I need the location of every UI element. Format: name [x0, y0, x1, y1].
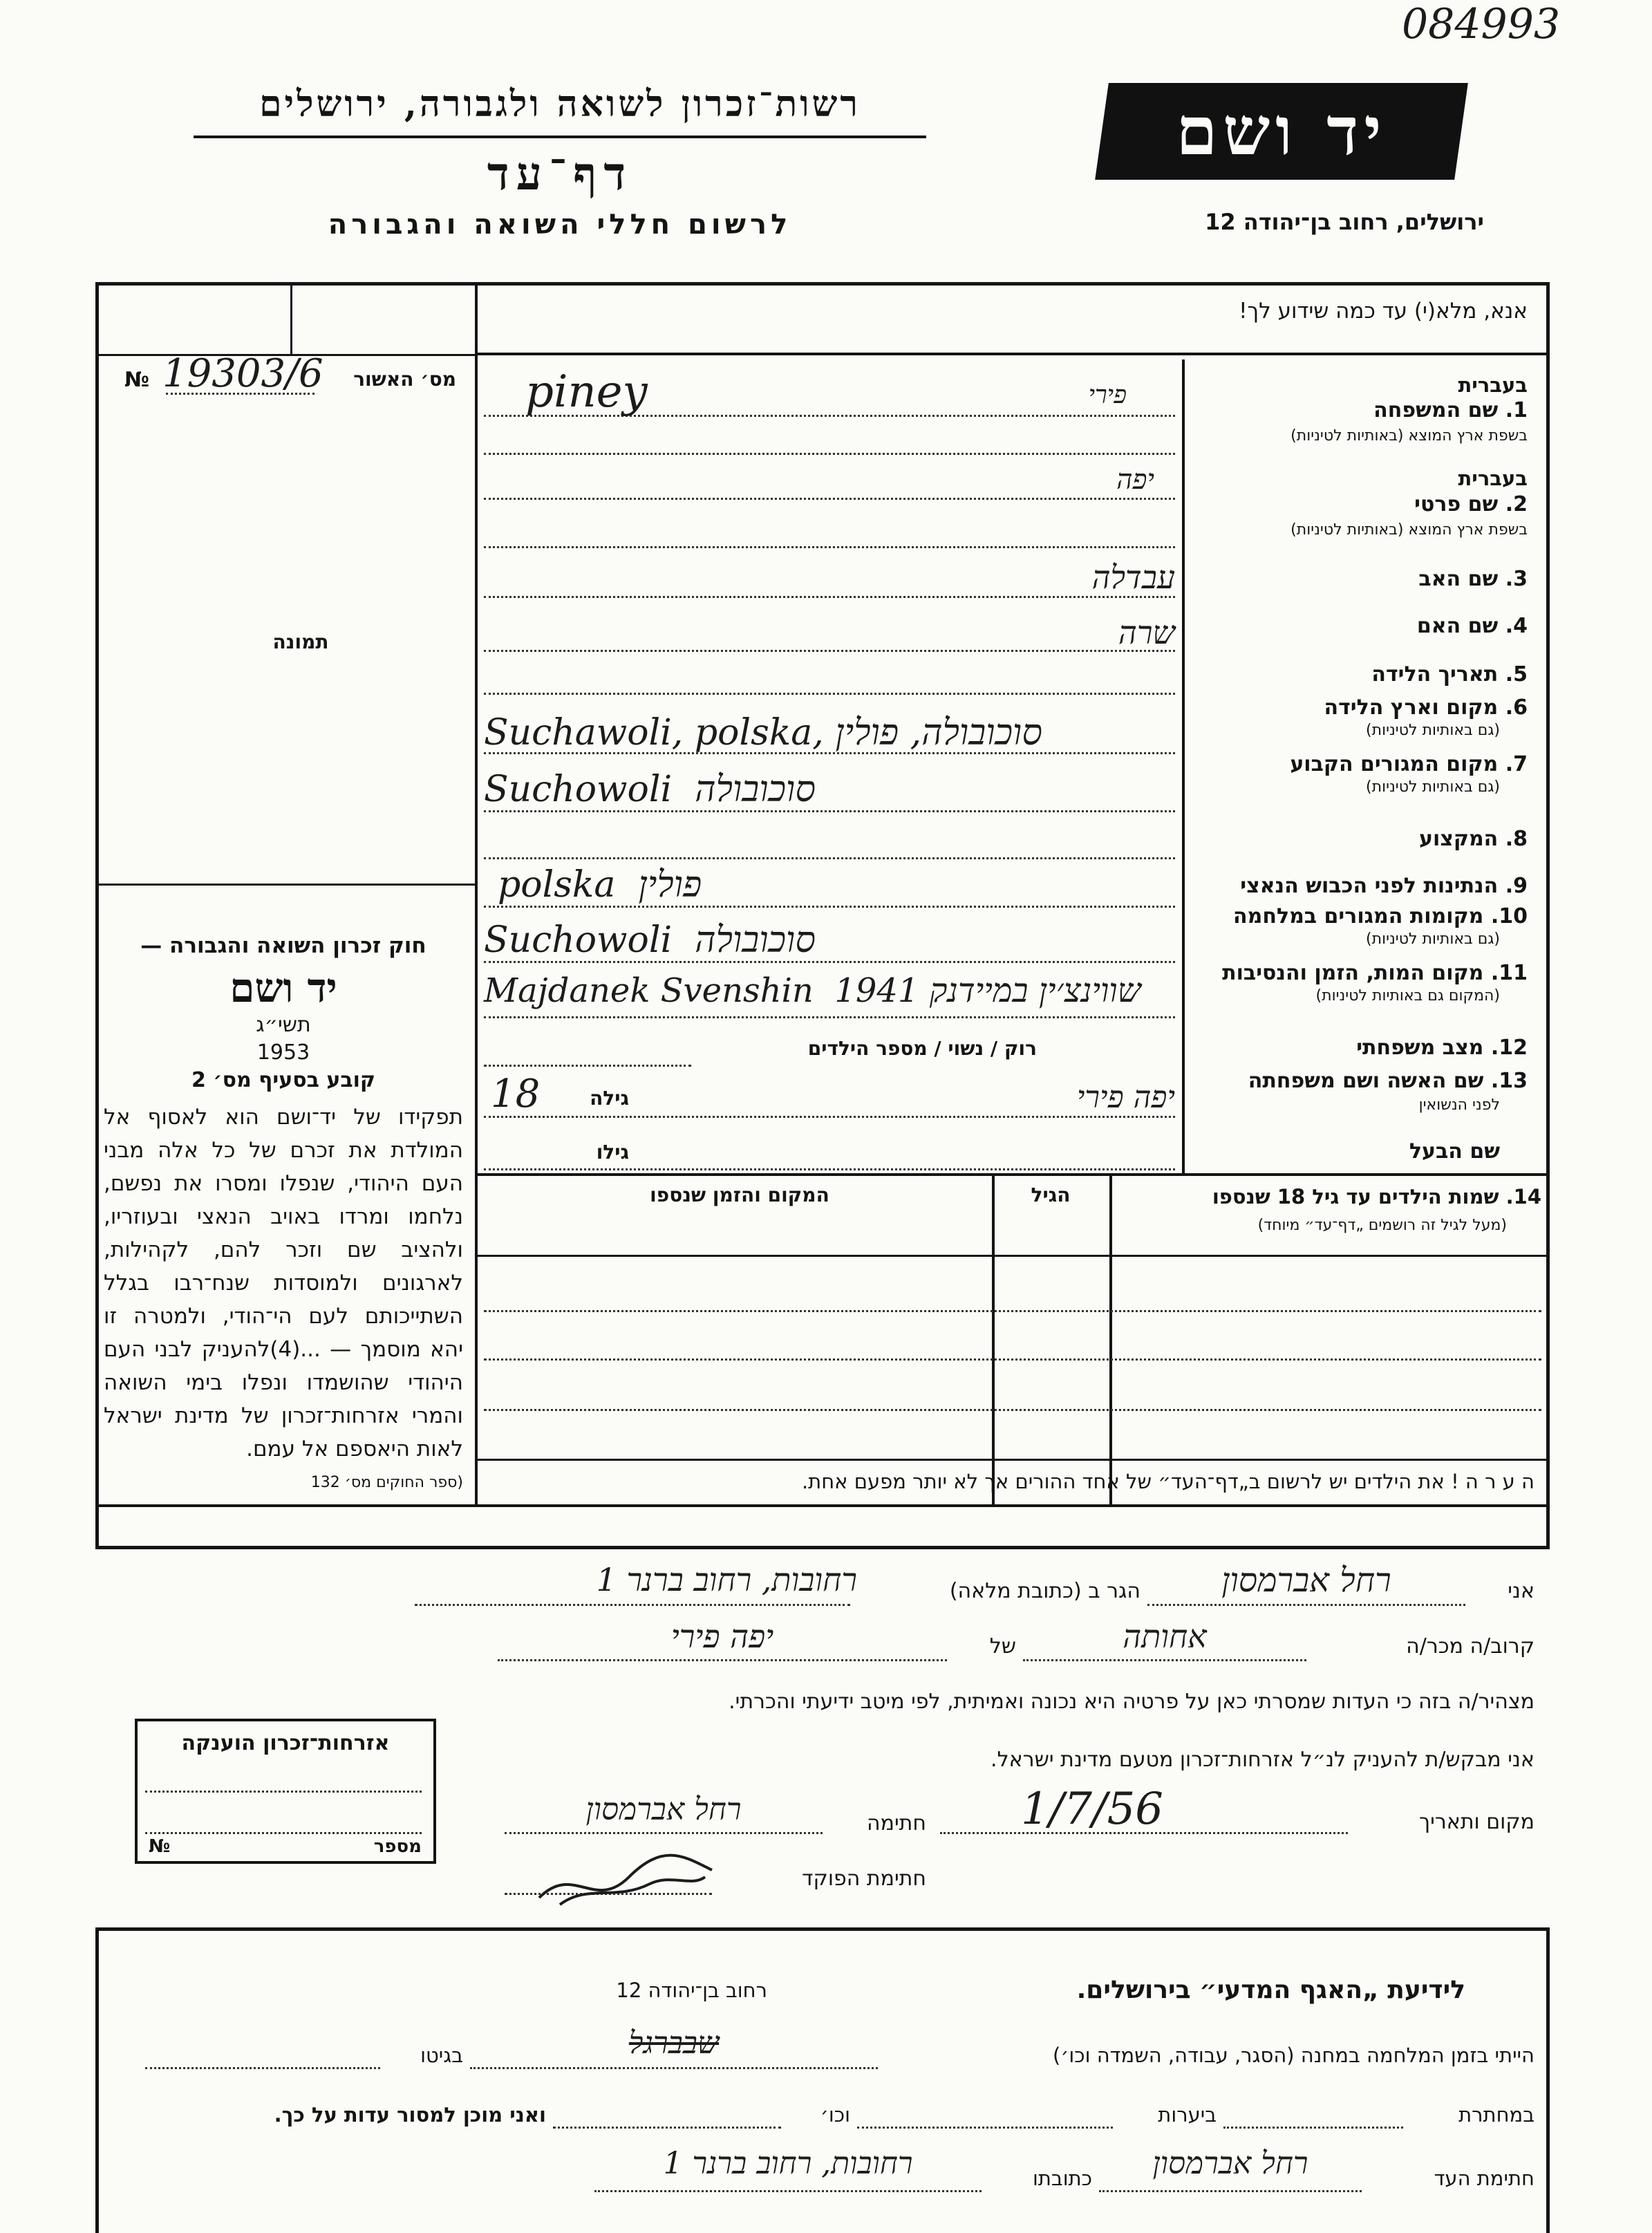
declaration-date: 1/7/56: [1021, 1784, 1163, 1835]
approval-number: 19303/6: [162, 351, 323, 396]
wartime-residence-hint: (גם באותיות לטיניות): [1366, 931, 1500, 948]
citizenship-box-num-label: מספר: [373, 1836, 422, 1857]
surname-latin: piney: [525, 366, 648, 418]
birthdate-label: 5. תאריך הלידה: [1371, 662, 1528, 686]
surname-hebrew: פירי: [1088, 381, 1127, 409]
camp-label: הייתי בזמן המלחמה במחנה (הסגר, עבודה, השמדה וכו׳): [1053, 2044, 1534, 2067]
children-note: (מעל לגיל זה רושמים „דף־עד״ מיוחד): [1257, 1217, 1507, 1234]
citizenship-box-title: אזרחות־זכרון הוענקה: [181, 1731, 390, 1755]
archive-number: 084993: [1402, 0, 1561, 48]
marital-options: רוק / נשוי / מספר הילדים: [807, 1037, 1037, 1060]
witness-address: רחובות, רחוב ברנר 1: [663, 2146, 913, 2181]
law-name: יד ושם: [229, 964, 337, 1011]
declarant-name: רחל אברמסון: [1221, 1561, 1391, 1600]
testimony-statement: ואני מוכן למסור עדות על כך.: [274, 2103, 546, 2127]
ghetto-label: בגיטו: [420, 2044, 463, 2067]
etc-label: וכו׳: [820, 2103, 850, 2127]
photo-placeholder: תמונה: [272, 630, 329, 653]
law-year-hebrew: תשי״ג: [256, 1013, 311, 1037]
notice: ה ע ר ה ! את הילדים יש לרשום ב„דף־העד״ של אחד ההורים אך לא יותר מפעם אחת.: [801, 1470, 1534, 1493]
spouse-age: 18: [491, 1072, 541, 1116]
form-title: דף־עד: [487, 147, 633, 200]
declarant-address: רחובות, רחוב ברנר 1: [596, 1561, 857, 1598]
official-signature-scribble: [532, 1835, 726, 1918]
death-hint: (המקום גם באותיות לטיניות): [1315, 987, 1500, 1005]
father-label: 3. שם האב: [1418, 567, 1528, 591]
law-body: תפקידו של יד־ושם הוא לאסוף אל המולדת את זכרם של כל אלה מבני העם היהודי, שנפלו ומסרו את נפשם, נלחמו ומרדו באויב הנאצי ובעוזריו, ולהציב שם וזכר להם, לקהילות, לארגונים ולמוסדות שנח־רבו בגלל השתייכותם לעם הי־הודי, ולמטרה זו יהא מוסמך — ...(4)להעניק לבני העם היהודי שהושמדו ונפלו בימי השואה והמרי אזרחות־זכרון של מדינת ישראל לאות היאספם אל עמם.: [104, 1105, 463, 1461]
header-address: ירושלים, רחוב בן־יהודה 12: [1205, 209, 1484, 235]
approval-prefix: №: [124, 368, 150, 392]
decl-relation: אחותה: [1123, 1618, 1207, 1655]
witness-address-label: כתובתו: [1032, 2167, 1092, 2190]
death-value: Majdanek Svenshin שווינצ׳ין במיידנק 1941: [484, 971, 1141, 1010]
spouse-name: יפה פירי: [1076, 1080, 1175, 1115]
spouse-label: 13. שם האשה ושם משפחתה: [1248, 1069, 1528, 1093]
decl-address-label: הגר ב (כתובת מלאה): [949, 1579, 1141, 1603]
decl-of-label: של: [989, 1634, 1016, 1659]
wartime-residence-value: Suchowoli סוכובולה: [484, 919, 816, 961]
residence-hint: (גם באותיות לטיניות): [1366, 778, 1500, 796]
signature-label: חתימה: [866, 1811, 926, 1835]
forests-label: ביערות: [1158, 2103, 1217, 2127]
surname-hint: בשפת ארץ המוצא (באותיות לטיניות): [1290, 427, 1528, 445]
place-date-label: מקום ותאריך: [1419, 1810, 1534, 1834]
law-title: חוק זכרון השואה והגבורה —: [140, 933, 426, 958]
approval-label: מס׳ האשור: [353, 368, 456, 391]
form-intro: אנא, מלא(י) עד כמה שידוע לך!: [1239, 299, 1528, 324]
citizenship-value: polska פולין: [498, 864, 702, 906]
husband-age-label: גילו: [596, 1141, 629, 1164]
yad-vashem-logo: יד ושם: [1095, 83, 1468, 180]
firstname-hint: בשפת ארץ המוצא (באותיות לטיניות): [1290, 521, 1528, 539]
mother-label: 4. שם האם: [1416, 614, 1528, 638]
declarant-signature: רחל אברמסון: [585, 1792, 742, 1827]
surname-tag: בעברית: [1458, 373, 1528, 397]
spouse-age-label: גילה: [590, 1087, 629, 1110]
form-subtitle: לרשום חללי השואה והגבורה: [328, 209, 792, 241]
marital-label: 12. מצב משפחתי: [1356, 1036, 1528, 1060]
father-name: עבדלה: [1091, 559, 1175, 596]
mother-name: שרה: [1118, 614, 1175, 651]
bottom-title: לידיעת „האגף המדעי״ בירושלים.: [1076, 1976, 1465, 2004]
decl-i: אני: [1508, 1579, 1534, 1603]
official-signature-label: חתימת הפוקד: [802, 1867, 926, 1891]
firstname-tag: בעברית: [1458, 467, 1528, 490]
death-label: 11. מקום המות, הזמן והנסיבות: [1222, 961, 1528, 985]
decl-request: אני מבקש/ת להעניק לנ״ל אזרחות־זכרון מטעם מדינת ישראל.: [991, 1748, 1534, 1772]
profession-label: 8. המקצוע: [1418, 827, 1528, 851]
firstname-hebrew: יפה: [1116, 464, 1154, 496]
birthplace-value: Suchawoli, polska, סוכובולה, פולין: [484, 712, 1042, 754]
law-clause: קובע בסעיף מס׳ 2: [191, 1068, 376, 1092]
birthplace-label: 6. מקום וארץ הלידה: [1324, 695, 1528, 720]
children-age-header: הגיל: [1031, 1184, 1071, 1206]
residence-value: Suchowoli סוכובולה: [484, 769, 816, 810]
firstname-label: 2. שם פרטי: [1414, 492, 1528, 516]
wartime-residence-label: 10. מקומות המגורים במלחמה: [1233, 904, 1528, 928]
camp-value: שבברגל: [628, 2026, 720, 2061]
citizenship-label: 9. הנתינות לפני הכבוש הנאצי: [1240, 874, 1528, 898]
org-line: רשות־זכרון לשואה ולגבורה, ירושלים: [259, 83, 861, 125]
children-title: 14. שמות הילדים עד גיל 18 שנספו: [1212, 1185, 1541, 1208]
citizenship-box-num-prefix: №: [149, 1836, 171, 1857]
law-year: 1953: [256, 1040, 310, 1065]
law-source-1: (ספר החוקים מס׳ 132: [310, 1474, 463, 1491]
children-place-header: המקום והזמן שנספו: [650, 1184, 829, 1206]
surname-label: 1. שם המשפחה: [1373, 398, 1528, 422]
witness-signature-label: חתימת העד: [1434, 2167, 1534, 2190]
spouse-hint: לפני הנשואין: [1418, 1096, 1500, 1114]
decl-victim-name: יפה פירי: [670, 1618, 774, 1655]
bottom-address: רחוב בן־יהודה 12: [616, 1979, 767, 2002]
residence-label: 7. מקום המגורים הקבוע: [1290, 752, 1528, 776]
decl-relation-label: קרוב/ה מכר/ה: [1406, 1634, 1534, 1659]
husband-label: שם הבעל: [1409, 1139, 1500, 1164]
birthplace-hint: (גם באותיות לטיניות): [1366, 722, 1500, 739]
underground-label: במחתרת: [1458, 2103, 1534, 2127]
decl-statement: מצהיר/ה בזה כי העדות שמסרתי כאן על פרטיה היא נכונה ואמיתית, לפי מיטב ידיעתי והכרתי.: [729, 1690, 1534, 1714]
witness-signature: רחל אברמסון: [1152, 2146, 1308, 2181]
